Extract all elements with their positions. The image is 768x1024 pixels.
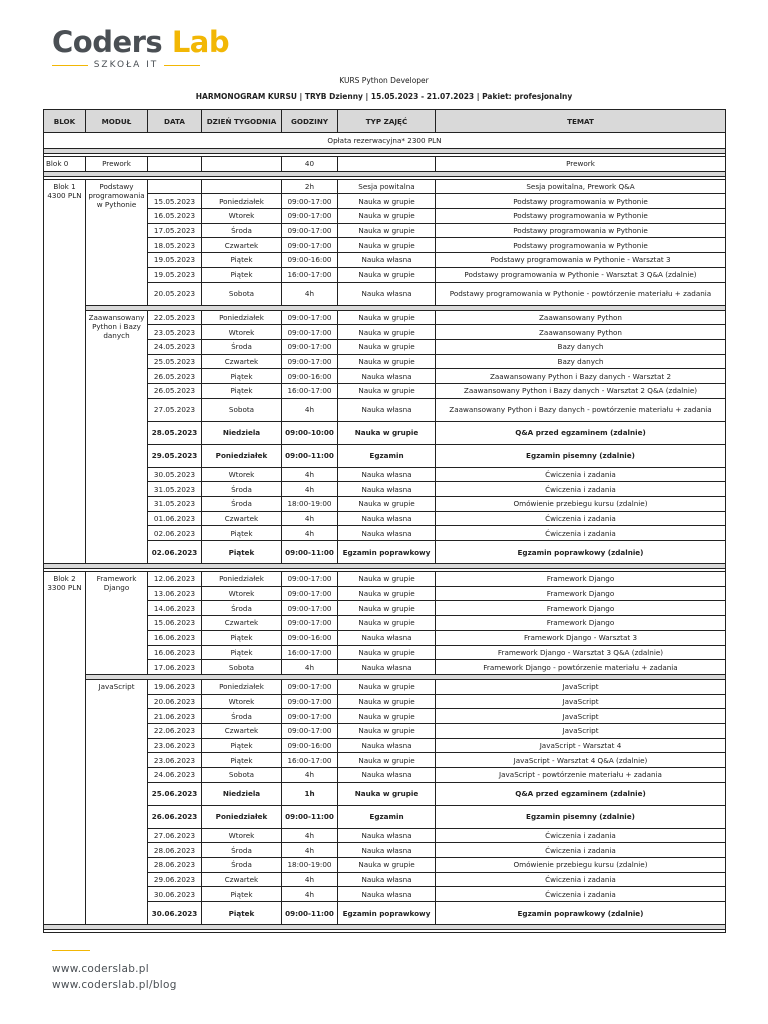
cell-hours: 1h <box>282 782 338 805</box>
schedule-body <box>44 133 726 933</box>
cell-weekday: Piątek <box>202 738 282 753</box>
cell-topic: Podstawy programowania w Pythonie <box>436 194 726 209</box>
cell-weekday: Środa <box>202 709 282 724</box>
cell-topic: Framework Django - Warsztat 3 <box>436 630 726 645</box>
cell-topic: Q&A przed egzaminem (zdalnie) <box>436 782 726 805</box>
cell-hours: 09:00-10:00 <box>282 421 338 444</box>
cell-class-type: Nauka w grupie <box>338 383 436 398</box>
cell-class-type: Nauka własna <box>338 467 436 482</box>
col-header-dzien: DZIEŃ TYGODNIA <box>202 110 282 133</box>
col-header-blok: BLOK <box>44 110 86 133</box>
cell-date: 15.05.2023 <box>148 194 202 209</box>
cell-class-type: Nauka w grupie <box>338 858 436 873</box>
cell-weekday: Piątek <box>202 253 282 268</box>
cell-class-type: Nauka własna <box>338 843 436 858</box>
cell-weekday: Wtorek <box>202 467 282 482</box>
cell-date <box>148 179 202 194</box>
cell-weekday: Wtorek <box>202 586 282 601</box>
cell-weekday: Piątek <box>202 383 282 398</box>
block0-hours: 40 <box>282 157 338 172</box>
cell-class-type: Egzamin <box>338 444 436 467</box>
cell-weekday: Piątek <box>202 369 282 384</box>
cell-weekday: Czwartek <box>202 511 282 526</box>
cell-class-type: Nauka w grupie <box>338 694 436 709</box>
cell-weekday: Środa <box>202 497 282 512</box>
cell-hours: 09:00-16:00 <box>282 738 338 753</box>
cell-date: 29.05.2023 <box>148 444 202 467</box>
cell-topic: Framework Django <box>436 572 726 587</box>
table-row-block0 <box>44 157 726 172</box>
cell-class-type: Nauka w grupie <box>338 238 436 253</box>
cell-date: 31.05.2023 <box>148 497 202 512</box>
cell-topic: Ćwiczenia i zadania <box>436 843 726 858</box>
module-label: JavaScript <box>86 679 148 924</box>
cell-weekday: Czwartek <box>202 238 282 253</box>
cell-date: 14.06.2023 <box>148 601 202 616</box>
cell-class-type: Nauka w grupie <box>338 421 436 444</box>
cell-date: 25.06.2023 <box>148 782 202 805</box>
cell-hours: 4h <box>282 887 338 902</box>
cell-class-type: Nauka własna <box>338 369 436 384</box>
cell-hours: 4h <box>282 398 338 421</box>
cell-hours: 2h <box>282 179 338 194</box>
cell-topic: Podstawy programowania w Pythonie - Warsztat 3 <box>436 253 726 268</box>
cell-weekday: Piątek <box>202 887 282 902</box>
cell-date: 01.06.2023 <box>148 511 202 526</box>
cell-weekday: Poniedziałek <box>202 194 282 209</box>
cell-date: 21.06.2023 <box>148 709 202 724</box>
cell-topic: Ćwiczenia i zadania <box>436 467 726 482</box>
cell-date: 17.05.2023 <box>148 223 202 238</box>
cell-topic: JavaScript - Warsztat 4 Q&A (zdalnie) <box>436 753 726 768</box>
cell-class-type: Nauka własna <box>338 630 436 645</box>
cell-topic: JavaScript <box>436 694 726 709</box>
table-row <box>44 179 726 194</box>
cell-class-type: Egzamin poprawkowy <box>338 541 436 564</box>
cell-topic: Zaawansowany Python i Bazy danych - Warsztat 2 Q&A (zdalnie) <box>436 383 726 398</box>
cell-date: 02.06.2023 <box>148 541 202 564</box>
cell-weekday: Czwartek <box>202 354 282 369</box>
cell-hours: 09:00-17:00 <box>282 194 338 209</box>
cell-topic: JavaScript <box>436 679 726 694</box>
table-header-row <box>44 110 726 133</box>
logo-word-lab: Lab <box>171 25 230 59</box>
cell-weekday: Sobota <box>202 768 282 783</box>
cell-hours: 09:00-16:00 <box>282 630 338 645</box>
cell-topic: JavaScript - Warsztat 4 <box>436 738 726 753</box>
cell-class-type: Nauka własna <box>338 526 436 541</box>
cell-hours: 18:00-19:00 <box>282 497 338 512</box>
block0-label: Blok 0 <box>44 157 86 172</box>
cell-weekday: Piątek <box>202 630 282 645</box>
cell-class-type: Nauka w grupie <box>338 782 436 805</box>
cell-class-type: Nauka własna <box>338 253 436 268</box>
cell-class-type: Nauka w grupie <box>338 572 436 587</box>
col-header-godziny: GODZINY <box>282 110 338 133</box>
block0-topic: Prework <box>436 157 726 172</box>
cell-class-type: Nauka własna <box>338 482 436 497</box>
table-row <box>44 679 726 694</box>
cell-topic: Podstawy programowania w Pythonie <box>436 223 726 238</box>
cell-weekday: Poniedziałek <box>202 310 282 325</box>
cell-weekday: Środa <box>202 858 282 873</box>
cell-topic: JavaScript - powtórzenie materiału + zadania <box>436 768 726 783</box>
cell-topic: Ćwiczenia i zadania <box>436 482 726 497</box>
cell-class-type: Nauka w grupie <box>338 679 436 694</box>
col-header-temat: TEMAT <box>436 110 726 133</box>
cell-topic: Zaawansowany Python <box>436 325 726 340</box>
cell-hours: 16:00-17:00 <box>282 753 338 768</box>
cell-topic: Podstawy programowania w Pythonie <box>436 209 726 224</box>
cell-class-type: Egzamin poprawkowy <box>338 902 436 925</box>
cell-weekday: Sobota <box>202 398 282 421</box>
cell-date: 23.06.2023 <box>148 753 202 768</box>
schedule-heading: HARMONOGRAM KURSU | TRYB Dzienny | 15.05.2023 - 21.07.2023 | Pakiet: profesjonalny <box>195 92 573 101</box>
cell-class-type: Egzamin <box>338 805 436 828</box>
cell-topic: Egzamin poprawkowy (zdalnie) <box>436 541 726 564</box>
cell-class-type: Nauka własna <box>338 282 436 305</box>
cell-hours: 09:00-17:00 <box>282 601 338 616</box>
cell-class-type: Nauka w grupie <box>338 709 436 724</box>
cell-class-type: Nauka w grupie <box>338 354 436 369</box>
cell-date: 27.05.2023 <box>148 398 202 421</box>
cell-topic: Bazy danych <box>436 354 726 369</box>
cell-hours: 09:00-17:00 <box>282 616 338 631</box>
cell-hours: 09:00-17:00 <box>282 223 338 238</box>
cell-class-type: Nauka własna <box>338 768 436 783</box>
fee-note: Opłata rezerwacyjna* 2300 PLN <box>44 133 726 149</box>
cell-hours: 09:00-16:00 <box>282 369 338 384</box>
cell-date: 23.06.2023 <box>148 738 202 753</box>
cell-topic: Egzamin pisemny (zdalnie) <box>436 805 726 828</box>
cell-date: 16.05.2023 <box>148 209 202 224</box>
cell-weekday: Poniedziałek <box>202 805 282 828</box>
cell-weekday: Czwartek <box>202 616 282 631</box>
cell-date: 16.06.2023 <box>148 630 202 645</box>
cell-weekday: Piątek <box>202 902 282 925</box>
cell-hours: 16:00-17:00 <box>282 645 338 660</box>
block0-module: Prework <box>86 157 148 172</box>
cell-class-type: Nauka własna <box>338 398 436 421</box>
cell-weekday: Środa <box>202 339 282 354</box>
cell-hours: 09:00-11:00 <box>282 444 338 467</box>
module-label: Zaawansowany Python i Bazy danych <box>86 310 148 564</box>
cell-date: 15.06.2023 <box>148 616 202 631</box>
logo-wordmark <box>52 26 229 58</box>
cell-hours: 09:00-17:00 <box>282 694 338 709</box>
cell-weekday: Poniedziałek <box>202 679 282 694</box>
footer-rule <box>52 950 90 951</box>
cell-weekday: Wtorek <box>202 694 282 709</box>
cell-date: 23.05.2023 <box>148 325 202 340</box>
cell-date: 28.05.2023 <box>148 421 202 444</box>
cell-topic: Podstawy programowania w Pythonie <box>436 238 726 253</box>
cell-class-type: Nauka w grupie <box>338 601 436 616</box>
cell-class-type: Nauka w grupie <box>338 723 436 738</box>
cell-weekday: Sobota <box>202 282 282 305</box>
block-label: Blok 1 4300 PLN <box>44 179 86 563</box>
cell-date: 18.05.2023 <box>148 238 202 253</box>
cell-hours: 09:00-11:00 <box>282 805 338 828</box>
fee-note-row <box>44 133 726 149</box>
cell-topic: Framework Django <box>436 586 726 601</box>
cell-topic: Egzamin pisemny (zdalnie) <box>436 444 726 467</box>
cell-hours: 09:00-17:00 <box>282 572 338 587</box>
cell-topic: Ćwiczenia i zadania <box>436 511 726 526</box>
cell-topic: Framework Django - Warsztat 3 Q&A (zdalnie) <box>436 645 726 660</box>
logo-rule-right <box>164 65 200 66</box>
cell-hours: 4h <box>282 768 338 783</box>
cell-topic: Podstawy programowania w Pythonie - powtórzenie materiału + zadania <box>436 282 726 305</box>
spacer-row <box>44 930 726 933</box>
cell-class-type: Nauka w grupie <box>338 753 436 768</box>
cell-class-type: Nauka w grupie <box>338 497 436 512</box>
cell-date: 02.06.2023 <box>148 526 202 541</box>
cell-weekday: Piątek <box>202 645 282 660</box>
cell-weekday: Wtorek <box>202 209 282 224</box>
cell-hours: 09:00-17:00 <box>282 339 338 354</box>
cell-hours: 18:00-19:00 <box>282 858 338 873</box>
cell-class-type: Nauka w grupie <box>338 223 436 238</box>
cell-class-type: Sesja powitalna <box>338 179 436 194</box>
cell-date: 24.06.2023 <box>148 768 202 783</box>
cell-weekday: Wtorek <box>202 828 282 843</box>
cell-topic: Ćwiczenia i zadania <box>436 526 726 541</box>
col-header-modul: MODUŁ <box>86 110 148 133</box>
cell-class-type: Nauka w grupie <box>338 339 436 354</box>
cell-hours: 4h <box>282 526 338 541</box>
module-label: Podstawy programowania w Pythonie <box>86 179 148 305</box>
cell-class-type: Nauka w grupie <box>338 586 436 601</box>
table-row <box>44 572 726 587</box>
cell-class-type: Nauka własna <box>338 738 436 753</box>
cell-date: 30.06.2023 <box>148 887 202 902</box>
cell-weekday: Piątek <box>202 753 282 768</box>
cell-weekday: Piątek <box>202 526 282 541</box>
cell-hours: 09:00-11:00 <box>282 541 338 564</box>
cell-hours: 09:00-17:00 <box>282 310 338 325</box>
cell-hours: 16:00-17:00 <box>282 383 338 398</box>
logo-word-coders: Coders <box>52 25 163 59</box>
cell-hours: 4h <box>282 467 338 482</box>
cell-date: 19.06.2023 <box>148 679 202 694</box>
cell-class-type: Nauka w grupie <box>338 194 436 209</box>
cell-class-type: Nauka w grupie <box>338 616 436 631</box>
cell-topic: Framework Django <box>436 601 726 616</box>
cell-hours: 09:00-17:00 <box>282 209 338 224</box>
cell-class-type: Nauka własna <box>338 511 436 526</box>
cell-date: 24.05.2023 <box>148 339 202 354</box>
cell-hours: 09:00-17:00 <box>282 586 338 601</box>
cell-topic: Ćwiczenia i zadania <box>436 872 726 887</box>
cell-hours: 09:00-17:00 <box>282 325 338 340</box>
cell-class-type: Nauka w grupie <box>338 267 436 282</box>
cell-date: 20.06.2023 <box>148 694 202 709</box>
cell-topic: JavaScript <box>436 723 726 738</box>
cell-hours: 16:00-17:00 <box>282 267 338 282</box>
cell-topic: Framework Django <box>436 616 726 631</box>
cell-topic: Omówienie przebiegu kursu (zdalnie) <box>436 858 726 873</box>
cell-date: 12.06.2023 <box>148 572 202 587</box>
cell-topic: Omówienie przebiegu kursu (zdalnie) <box>436 497 726 512</box>
cell-weekday: Środa <box>202 482 282 497</box>
cell-date: 22.06.2023 <box>148 723 202 738</box>
cell-class-type: Nauka w grupie <box>338 209 436 224</box>
cell-date: 28.06.2023 <box>148 843 202 858</box>
cell-date: 16.06.2023 <box>148 645 202 660</box>
cell-weekday: Sobota <box>202 660 282 675</box>
cell-hours: 09:00-17:00 <box>282 679 338 694</box>
cell-topic: Zaawansowany Python i Bazy danych - powtórzenie materiału + zadania <box>436 398 726 421</box>
cell-hours: 09:00-17:00 <box>282 723 338 738</box>
logo-subtitle <box>52 60 200 70</box>
cell-class-type: Nauka w grupie <box>338 310 436 325</box>
logo <box>52 26 229 70</box>
table-row <box>44 310 726 325</box>
cell-weekday: Czwartek <box>202 723 282 738</box>
cell-date: 27.06.2023 <box>148 828 202 843</box>
cell-date: 17.06.2023 <box>148 660 202 675</box>
cell-weekday: Niedziela <box>202 782 282 805</box>
course-title: KURS Python Developer <box>339 76 429 85</box>
cell-weekday: Piątek <box>202 267 282 282</box>
cell-weekday: Niedziela <box>202 421 282 444</box>
cell-class-type: Nauka własna <box>338 828 436 843</box>
cell-topic: Podstawy programowania w Pythonie - Warsztat 3 Q&A (zdalnie) <box>436 267 726 282</box>
cell-date: 30.06.2023 <box>148 902 202 925</box>
col-header-data: DATA <box>148 110 202 133</box>
cell-date: 31.05.2023 <box>148 482 202 497</box>
cell-topic: Q&A przed egzaminem (zdalnie) <box>436 421 726 444</box>
cell-hours: 09:00-16:00 <box>282 253 338 268</box>
cell-weekday: Czwartek <box>202 872 282 887</box>
cell-topic: Sesja powitalna, Prework Q&A <box>436 179 726 194</box>
cell-date: 26.06.2023 <box>148 805 202 828</box>
cell-date: 29.06.2023 <box>148 872 202 887</box>
cell-topic: JavaScript <box>436 709 726 724</box>
cell-weekday: Piątek <box>202 541 282 564</box>
cell-date: 20.05.2023 <box>148 282 202 305</box>
cell-date: 26.05.2023 <box>148 383 202 398</box>
cell-hours: 09:00-17:00 <box>282 354 338 369</box>
cell-date: 25.05.2023 <box>148 354 202 369</box>
cell-topic: Zaawansowany Python <box>436 310 726 325</box>
footer-link-site[interactable]: www.coderslab.pl <box>52 963 149 975</box>
cell-date: 19.05.2023 <box>148 253 202 268</box>
cell-date: 19.05.2023 <box>148 267 202 282</box>
cell-class-type: Nauka w grupie <box>338 325 436 340</box>
cell-topic: Ćwiczenia i zadania <box>436 887 726 902</box>
cell-class-type: Nauka własna <box>338 887 436 902</box>
cell-hours: 4h <box>282 511 338 526</box>
cell-hours: 09:00-17:00 <box>282 238 338 253</box>
cell-hours: 4h <box>282 872 338 887</box>
cell-date: 28.06.2023 <box>148 858 202 873</box>
cell-topic: Bazy danych <box>436 339 726 354</box>
cell-weekday: Wtorek <box>202 325 282 340</box>
footer-link-blog[interactable]: www.coderslab.pl/blog <box>52 979 177 991</box>
block-label: Blok 2 3300 PLN <box>44 572 86 925</box>
cell-weekday: Środa <box>202 843 282 858</box>
cell-date: 13.06.2023 <box>148 586 202 601</box>
module-label: Framework Django <box>86 572 148 675</box>
cell-class-type: Nauka własna <box>338 872 436 887</box>
cell-topic: Ćwiczenia i zadania <box>436 828 726 843</box>
cell-hours: 4h <box>282 843 338 858</box>
cell-hours: 4h <box>282 828 338 843</box>
cell-weekday: Środa <box>202 223 282 238</box>
cell-date: 30.05.2023 <box>148 467 202 482</box>
cell-date: 22.05.2023 <box>148 310 202 325</box>
cell-weekday: Poniedziałek <box>202 572 282 587</box>
col-header-typ: TYP ZAJĘĆ <box>338 110 436 133</box>
cell-hours: 4h <box>282 282 338 305</box>
cell-date: 26.05.2023 <box>148 369 202 384</box>
cell-hours: 09:00-11:00 <box>282 902 338 925</box>
cell-topic: Egzamin poprawkowy (zdalnie) <box>436 902 726 925</box>
cell-weekday <box>202 179 282 194</box>
cell-hours: 09:00-17:00 <box>282 709 338 724</box>
cell-weekday: Poniedziałek <box>202 444 282 467</box>
cell-hours: 4h <box>282 482 338 497</box>
cell-weekday: Środa <box>202 601 282 616</box>
cell-class-type: Nauka w grupie <box>338 645 436 660</box>
cell-topic: Zaawansowany Python i Bazy danych - Warsztat 2 <box>436 369 726 384</box>
logo-subtitle-text: SZKOŁA IT <box>93 60 159 70</box>
cell-hours: 4h <box>282 660 338 675</box>
cell-topic: Framework Django - powtórzenie materiału + zadania <box>436 660 726 675</box>
schedule-table <box>43 109 726 933</box>
cell-class-type: Nauka własna <box>338 660 436 675</box>
logo-rule-left <box>52 65 88 66</box>
